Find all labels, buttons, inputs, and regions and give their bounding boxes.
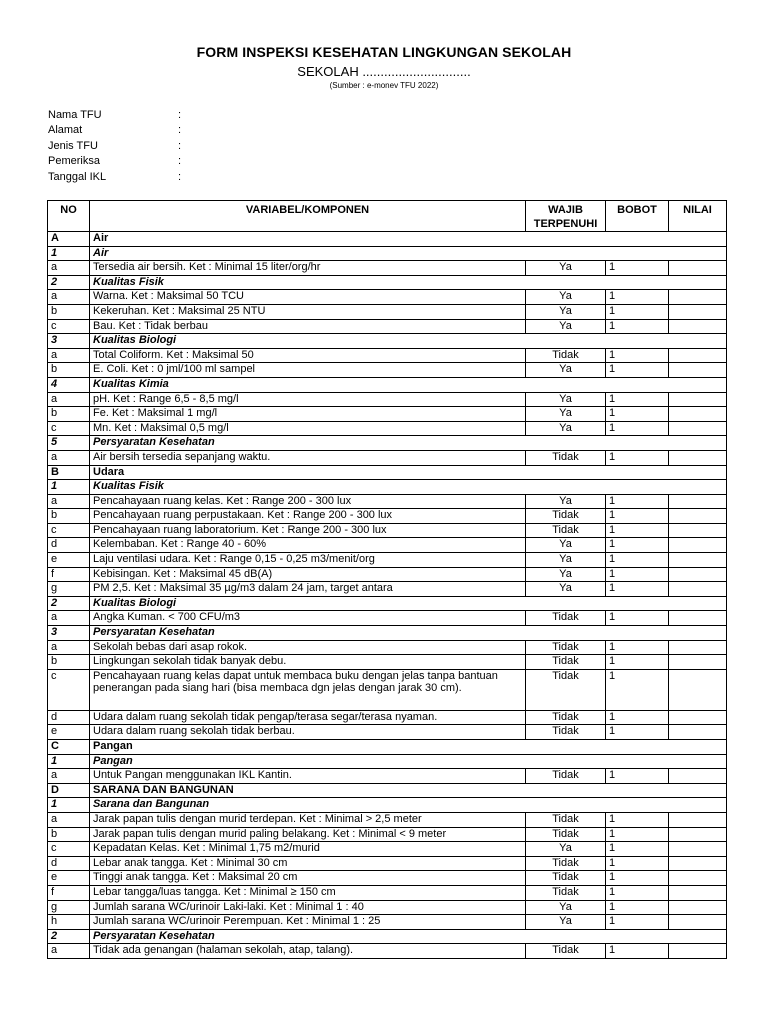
bobot-value: 1 [606, 450, 669, 465]
table-row [48, 407, 727, 422]
item-letter: a [48, 494, 90, 509]
wajib-terpenuhi-value: Ya [526, 494, 606, 509]
table-row [48, 611, 727, 626]
table-row [48, 842, 727, 857]
table-row [48, 900, 727, 915]
bobot-value: 1 [606, 290, 669, 305]
item-letter: e [48, 871, 90, 886]
table-row [48, 319, 727, 334]
item-letter: b [48, 509, 90, 524]
item-variable: Jumlah sarana WC/urinoir Perempuan. Ket : Minimal 1 : 25 [90, 915, 526, 930]
item-letter: f [48, 567, 90, 582]
item-variable: Kebisingan. Ket : Maksimal 45 dB(A) [90, 567, 526, 582]
info-field-colon: : [178, 155, 182, 168]
info-field-label: Alamat [48, 124, 83, 137]
item-variable: Mn. Ket : Maksimal 0,5 mg/l [90, 421, 526, 436]
nilai-cell[interactable] [669, 567, 727, 582]
nilai-cell[interactable] [669, 655, 727, 670]
table-row [48, 567, 727, 582]
subsection-label: Kualitas Fisik [90, 275, 727, 290]
wajib-terpenuhi-value: Tidak [526, 885, 606, 900]
wajib-terpenuhi-value: Tidak [526, 725, 606, 740]
table-row [48, 348, 727, 363]
nilai-cell[interactable] [669, 725, 727, 740]
table-row [48, 655, 727, 670]
bobot-value: 1 [606, 319, 669, 334]
table-row [48, 582, 727, 597]
item-letter: b [48, 827, 90, 842]
bobot-value: 1 [606, 915, 669, 930]
section-label: Air [90, 232, 727, 247]
subsection-label: Persyaratan Kesehatan [90, 626, 727, 641]
item-letter: b [48, 304, 90, 319]
wajib-terpenuhi-value: Ya [526, 290, 606, 305]
bobot-value: 1 [606, 348, 669, 363]
table-row [48, 392, 727, 407]
bobot-value: 1 [606, 900, 669, 915]
bobot-value: 1 [606, 640, 669, 655]
wajib-terpenuhi-value: Tidak [526, 769, 606, 784]
subsection-number: 2 [48, 275, 90, 290]
nilai-cell[interactable] [669, 261, 727, 276]
table-row [48, 363, 727, 378]
nilai-cell[interactable] [669, 319, 727, 334]
item-letter: a [48, 944, 90, 959]
item-letter: g [48, 900, 90, 915]
header-bobot: BOBOT [606, 201, 669, 232]
wajib-terpenuhi-value: Tidak [526, 669, 606, 710]
wajib-terpenuhi-value: Tidak [526, 827, 606, 842]
header-wajib: WAJIB TERPENUHI [526, 201, 606, 232]
section-row [48, 465, 727, 480]
nilai-cell[interactable] [669, 523, 727, 538]
wajib-terpenuhi-value: Ya [526, 319, 606, 334]
subsection-row [48, 334, 727, 349]
table-row [48, 538, 727, 553]
wajib-terpenuhi-value: Tidak [526, 348, 606, 363]
table-row [48, 944, 727, 959]
wajib-terpenuhi-value: Ya [526, 363, 606, 378]
item-letter: a [48, 812, 90, 827]
item-letter: b [48, 407, 90, 422]
item-letter: d [48, 710, 90, 725]
section-label: Udara [90, 465, 727, 480]
item-variable: Air bersih tersedia sepanjang waktu. [90, 450, 526, 465]
item-variable: Kelembaban. Ket : Range 40 - 60% [90, 538, 526, 553]
bobot-value: 1 [606, 407, 669, 422]
subsection-number: 4 [48, 377, 90, 392]
wajib-terpenuhi-value: Tidak [526, 871, 606, 886]
wajib-terpenuhi-value: Ya [526, 407, 606, 422]
bobot-value: 1 [606, 710, 669, 725]
wajib-terpenuhi-value: Ya [526, 304, 606, 319]
subsection-row [48, 626, 727, 641]
subsection-row [48, 246, 727, 261]
nilai-cell[interactable] [669, 812, 727, 827]
item-variable: Udara dalam ruang sekolah tidak berbau. [90, 725, 526, 740]
wajib-terpenuhi-value: Ya [526, 915, 606, 930]
table-row [48, 885, 727, 900]
table-row [48, 450, 727, 465]
subsection-number: 5 [48, 436, 90, 451]
wajib-terpenuhi-value: Ya [526, 553, 606, 568]
table-row [48, 710, 727, 725]
item-letter: a [48, 640, 90, 655]
bobot-value: 1 [606, 392, 669, 407]
nilai-cell[interactable] [669, 900, 727, 915]
item-variable: Lingkungan sekolah tidak banyak debu. [90, 655, 526, 670]
nilai-cell[interactable] [669, 509, 727, 524]
nilai-cell[interactable] [669, 407, 727, 422]
section-number: B [48, 465, 90, 480]
wajib-terpenuhi-value: Ya [526, 567, 606, 582]
nilai-cell[interactable] [669, 669, 727, 710]
bobot-value: 1 [606, 421, 669, 436]
subsection-label: Air [90, 246, 727, 261]
wajib-terpenuhi-value: Tidak [526, 523, 606, 538]
subsection-label: Kualitas Kimia [90, 377, 727, 392]
info-field-row [48, 123, 248, 138]
item-variable: Jumlah sarana WC/urinoir Laki-laki. Ket : Minimal 1 : 40 [90, 900, 526, 915]
subsection-label: Sarana dan Bangunan [90, 798, 727, 813]
info-field-label: Tanggal IKL [48, 170, 107, 183]
nilai-cell[interactable] [669, 392, 727, 407]
source-note: (Sumber : e-monev TFU 2022) [329, 81, 439, 90]
info-field-colon: : [178, 124, 182, 137]
subsection-row [48, 436, 727, 451]
subsection-label: Persyaratan Kesehatan [90, 436, 727, 451]
item-variable: Pencahayaan ruang kelas dapat untuk membaca buku dengan jelas tanpa bantuan penerangan pada siang hari (bisa membaca dgn jelas dengan jarak 30 cm). [90, 669, 526, 710]
subsection-row [48, 275, 727, 290]
nilai-cell[interactable] [669, 538, 727, 553]
inspection-table [47, 200, 727, 959]
item-letter: c [48, 319, 90, 334]
nilai-cell[interactable] [669, 290, 727, 305]
nilai-cell[interactable] [669, 421, 727, 436]
item-variable: E. Coli. Ket : 0 jml/100 ml sampel [90, 363, 526, 378]
wajib-terpenuhi-value: Ya [526, 261, 606, 276]
form-title: FORM INSPEKSI KESEHATAN LINGKUNGAN SEKOLAH [196, 44, 572, 60]
item-letter: a [48, 348, 90, 363]
subsection-row [48, 596, 727, 611]
header-nilai: NILAI [669, 201, 727, 232]
subsection-row [48, 798, 727, 813]
subsection-number: 2 [48, 596, 90, 611]
item-letter: a [48, 290, 90, 305]
item-letter: d [48, 856, 90, 871]
nilai-cell[interactable] [669, 304, 727, 319]
header-variabel: VARIABEL/KOMPONEN [90, 201, 526, 232]
bobot-value: 1 [606, 611, 669, 626]
wajib-terpenuhi-value: Tidak [526, 509, 606, 524]
bobot-value: 1 [606, 812, 669, 827]
info-field-row [48, 108, 248, 123]
wajib-terpenuhi-value: Ya [526, 582, 606, 597]
nilai-cell[interactable] [669, 856, 727, 871]
subsection-row [48, 377, 727, 392]
bobot-value: 1 [606, 669, 669, 710]
bobot-value: 1 [606, 582, 669, 597]
item-variable: Lebar anak tangga. Ket : Minimal 30 cm [90, 856, 526, 871]
nilai-cell[interactable] [669, 363, 727, 378]
subsection-label: Pangan [90, 754, 727, 769]
item-letter: b [48, 363, 90, 378]
subsection-number: 3 [48, 334, 90, 349]
table-row [48, 725, 727, 740]
table-row [48, 553, 727, 568]
subsection-row [48, 754, 727, 769]
wajib-terpenuhi-value: Tidak [526, 812, 606, 827]
item-letter: h [48, 915, 90, 930]
bobot-value: 1 [606, 725, 669, 740]
item-letter: a [48, 450, 90, 465]
item-variable: Kepadatan Kelas. Ket : Minimal 1,75 m2/murid [90, 842, 526, 857]
nilai-cell[interactable] [669, 450, 727, 465]
section-number: D [48, 783, 90, 798]
item-variable: Tersedia air bersih. Ket : Minimal 15 liter/org/hr [90, 261, 526, 276]
table-row [48, 261, 727, 276]
bobot-value: 1 [606, 304, 669, 319]
item-letter: a [48, 261, 90, 276]
item-variable: pH. Ket : Range 6,5 - 8,5 mg/l [90, 392, 526, 407]
bobot-value: 1 [606, 655, 669, 670]
table-row [48, 290, 727, 305]
item-letter: c [48, 421, 90, 436]
item-variable: Kekeruhan. Ket : Maksimal 25 NTU [90, 304, 526, 319]
bobot-value: 1 [606, 567, 669, 582]
nilai-cell[interactable] [669, 769, 727, 784]
school-name-line: SEKOLAH .............................. [297, 64, 471, 79]
item-variable: Angka Kuman. < 700 CFU/m3 [90, 611, 526, 626]
bobot-value: 1 [606, 769, 669, 784]
item-variable: Pencahayaan ruang kelas. Ket : Range 200 - 300 lux [90, 494, 526, 509]
bobot-value: 1 [606, 871, 669, 886]
info-field-label: Jenis TFU [48, 139, 98, 152]
table-row [48, 856, 727, 871]
table-row [48, 523, 727, 538]
item-letter: d [48, 538, 90, 553]
subsection-label: Kualitas Biologi [90, 596, 727, 611]
info-field-colon: : [178, 109, 182, 121]
item-variable: Fe. Ket : Maksimal 1 mg/l [90, 407, 526, 422]
bobot-value: 1 [606, 523, 669, 538]
item-variable: Pencahayaan ruang perpustakaan. Ket : Range 200 - 300 lux [90, 509, 526, 524]
item-variable: Jarak papan tulis dengan murid paling belakang. Ket : Minimal < 9 meter [90, 827, 526, 842]
table-row [48, 494, 727, 509]
nilai-cell[interactable] [669, 611, 727, 626]
item-letter: a [48, 392, 90, 407]
item-variable: Sekolah bebas dari asap rokok. [90, 640, 526, 655]
item-letter: c [48, 669, 90, 710]
section-number: A [48, 232, 90, 247]
section-label: SARANA DAN BANGUNAN [90, 783, 727, 798]
section-row [48, 232, 727, 247]
nilai-cell[interactable] [669, 553, 727, 568]
subsection-number: 1 [48, 246, 90, 261]
item-variable: Tidak ada genangan (halaman sekolah, atap, talang). [90, 944, 526, 959]
wajib-terpenuhi-value: Tidak [526, 450, 606, 465]
nilai-cell[interactable] [669, 827, 727, 842]
wajib-terpenuhi-value: Ya [526, 392, 606, 407]
item-variable: Total Coliform. Ket : Maksimal 50 [90, 348, 526, 363]
table-row [48, 640, 727, 655]
table-header-row [48, 201, 727, 232]
info-field-row [48, 154, 248, 169]
bobot-value: 1 [606, 827, 669, 842]
info-fields [48, 108, 248, 185]
table-row [48, 769, 727, 784]
table-row [48, 669, 727, 710]
item-letter: b [48, 655, 90, 670]
section-row [48, 783, 727, 798]
bobot-value: 1 [606, 944, 669, 959]
item-variable: Untuk Pangan menggunakan IKL Kantin. [90, 769, 526, 784]
wajib-terpenuhi-value: Ya [526, 421, 606, 436]
bobot-value: 1 [606, 538, 669, 553]
item-variable: Laju ventilasi udara. Ket : Range 0,15 - 0,25 m3/menit/org [90, 553, 526, 568]
bobot-value: 1 [606, 553, 669, 568]
nilai-cell[interactable] [669, 582, 727, 597]
item-variable: Bau. Ket : Tidak berbau [90, 319, 526, 334]
item-letter: a [48, 769, 90, 784]
nilai-cell[interactable] [669, 348, 727, 363]
subsection-row [48, 929, 727, 944]
bobot-value: 1 [606, 363, 669, 378]
nilai-cell[interactable] [669, 710, 727, 725]
item-variable: Lebar tangga/luas tangga. Ket : Minimal ≥ 150 cm [90, 885, 526, 900]
subsection-label: Kualitas Fisik [90, 480, 727, 495]
subsection-label: Persyaratan Kesehatan [90, 929, 727, 944]
item-letter: c [48, 523, 90, 538]
wajib-terpenuhi-value: Ya [526, 538, 606, 553]
item-variable: Jarak papan tulis dengan murid terdepan. Ket : Minimal > 2,5 meter [90, 812, 526, 827]
bobot-value: 1 [606, 856, 669, 871]
nilai-cell[interactable] [669, 640, 727, 655]
wajib-terpenuhi-value: Tidak [526, 710, 606, 725]
subsection-number: 2 [48, 929, 90, 944]
info-field-row [48, 139, 248, 154]
nilai-cell[interactable] [669, 915, 727, 930]
item-letter: g [48, 582, 90, 597]
wajib-terpenuhi-value: Tidak [526, 944, 606, 959]
nilai-cell[interactable] [669, 494, 727, 509]
bobot-value: 1 [606, 842, 669, 857]
nilai-cell[interactable] [669, 944, 727, 959]
subsection-number: 1 [48, 754, 90, 769]
section-row [48, 740, 727, 755]
item-variable: PM 2,5. Ket : Maksimal 35 µg/m3 dalam 24 jam, target antara [90, 582, 526, 597]
info-field-label: Nama TFU [48, 109, 102, 121]
info-field-colon: : [178, 170, 182, 183]
subsection-number: 3 [48, 626, 90, 641]
item-letter: e [48, 553, 90, 568]
item-letter: a [48, 611, 90, 626]
table-row [48, 421, 727, 436]
table-row [48, 871, 727, 886]
bobot-value: 1 [606, 494, 669, 509]
item-letter: c [48, 842, 90, 857]
info-field-colon: : [178, 139, 182, 152]
nilai-cell[interactable] [669, 885, 727, 900]
table-row [48, 915, 727, 930]
item-letter: f [48, 885, 90, 900]
wajib-terpenuhi-value: Tidak [526, 611, 606, 626]
table-row [48, 304, 727, 319]
subsection-row [48, 480, 727, 495]
nilai-cell[interactable] [669, 871, 727, 886]
wajib-terpenuhi-value: Ya [526, 900, 606, 915]
wajib-terpenuhi-value: Ya [526, 842, 606, 857]
item-variable: Warna. Ket : Maksimal 50 TCU [90, 290, 526, 305]
item-variable: Tinggi anak tangga. Ket : Maksimal 20 cm [90, 871, 526, 886]
info-field-row [48, 170, 248, 185]
header-no: NO [48, 201, 90, 232]
wajib-terpenuhi-value: Tidak [526, 856, 606, 871]
bobot-value: 1 [606, 509, 669, 524]
subsection-label: Kualitas Biologi [90, 334, 727, 349]
section-number: C [48, 740, 90, 755]
table-row [48, 812, 727, 827]
subsection-number: 1 [48, 480, 90, 495]
wajib-terpenuhi-value: Tidak [526, 640, 606, 655]
table-row [48, 509, 727, 524]
item-variable: Udara dalam ruang sekolah tidak pengap/terasa segar/terasa nyaman. [90, 710, 526, 725]
table-row [48, 827, 727, 842]
item-letter: e [48, 725, 90, 740]
bobot-value: 1 [606, 261, 669, 276]
section-label: Pangan [90, 740, 727, 755]
info-field-label: Pemeriksa [48, 155, 100, 168]
bobot-value: 1 [606, 885, 669, 900]
nilai-cell[interactable] [669, 842, 727, 857]
wajib-terpenuhi-value: Tidak [526, 655, 606, 670]
subsection-number: 1 [48, 798, 90, 813]
item-variable: Pencahayaan ruang laboratorium. Ket : Range 200 - 300 lux [90, 523, 526, 538]
